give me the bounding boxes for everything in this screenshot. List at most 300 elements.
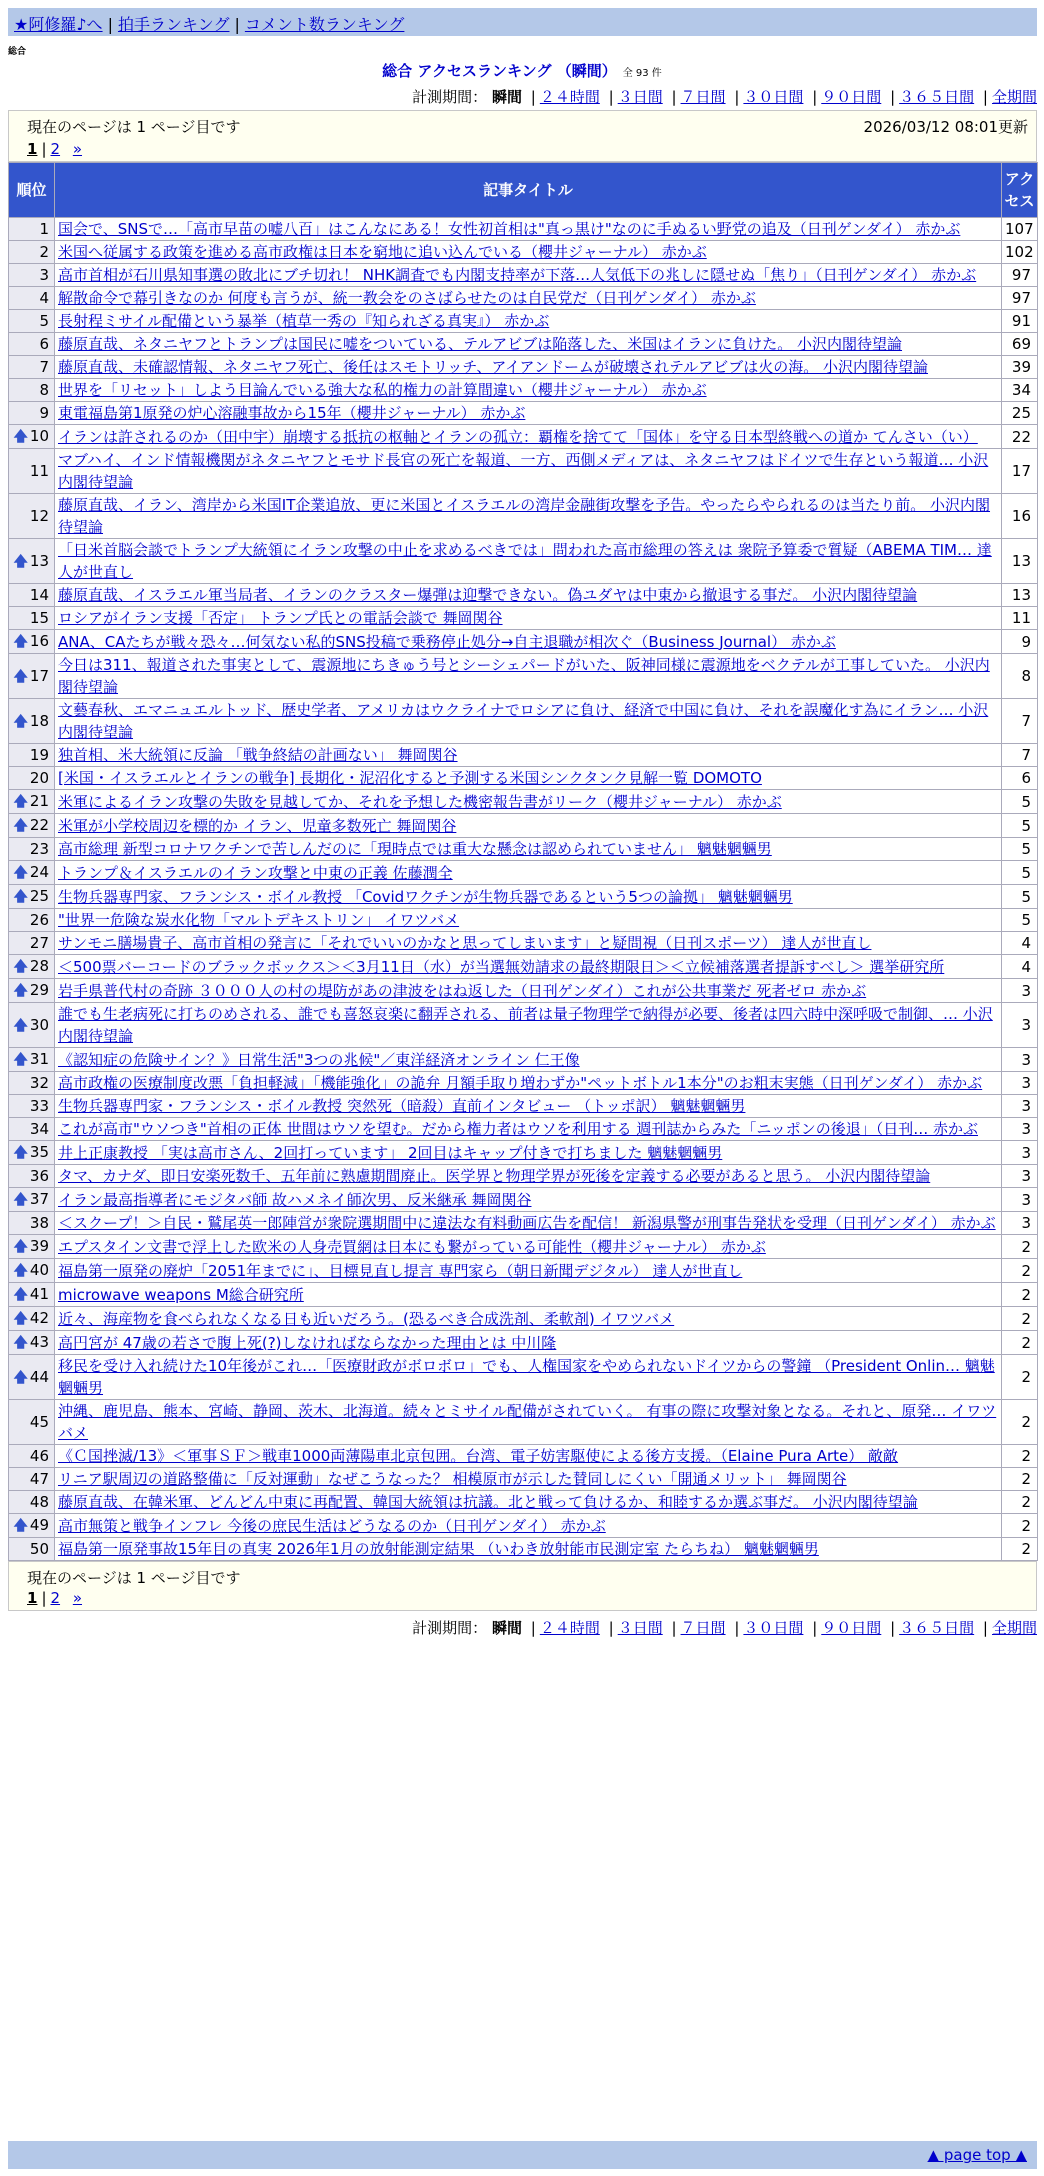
article-title-link[interactable]: 米軍が小学校周辺を標的か イラン、児童多数死亡 舞岡関谷 xyxy=(58,816,457,835)
article-title-link[interactable]: 藤原直哉、在韓米軍、どんどん中東に再配置、韓国大統領は抗議。北と戦って負けるか、和睦するか選ぶ事だ。 小沢内閣待望論 xyxy=(58,1493,918,1511)
col-access-header: アクセス xyxy=(1002,163,1038,218)
rank-number: 12 xyxy=(29,507,49,525)
rank-number: 19 xyxy=(29,746,49,764)
rank-cell xyxy=(9,790,55,814)
access-count: 22 xyxy=(1002,425,1038,449)
article-title-link[interactable]: 高市首相が石川県知事選の敗北にブチ切れ！ NHK調査でも内閣支持率が下落…人気低下の兆しに隠せぬ「焦り」（日刊ゲンダイ） 赤かぶ xyxy=(58,266,977,284)
article-title-link[interactable]: 沖縄、鹿児島、熊本、宮崎、静岡、茨木、北海道。続々とミサイル配備がされていく。 有事の際に攻撃対象となる。それと、原発… イワツバメ xyxy=(58,1402,997,1442)
title-cell xyxy=(55,494,1002,539)
rank-number: 27 xyxy=(29,934,49,952)
title-cell xyxy=(55,790,1002,814)
table-row xyxy=(9,310,1038,333)
rank-cell xyxy=(9,861,55,885)
access-count: 107 xyxy=(1002,218,1038,241)
title-cell xyxy=(55,310,1002,333)
rank-cell xyxy=(9,1212,55,1235)
rank-number: 38 xyxy=(29,1214,49,1232)
access-count: 97 xyxy=(1002,287,1038,310)
article-title-link[interactable]: 文藝春秋、エマニュエルトッド、歴史学者、アメリカはウクライナでロシアに負け、経済で中国に負け、それを誤魔化す為にイラン… 小沢内閣待望論 xyxy=(58,701,989,741)
rank-cell xyxy=(9,1491,55,1514)
rank-number: 49 xyxy=(29,1516,49,1534)
title-cell xyxy=(55,654,1002,699)
access-count: 25 xyxy=(1002,402,1038,425)
rank-number: 26 xyxy=(29,911,49,929)
period-90d[interactable]: ９０日間 xyxy=(821,88,882,106)
article-title-link[interactable]: 高円宮が 47歳の若さで腹上死(?)しなければならなかった理由とは 中川隆 xyxy=(58,1333,557,1352)
pager-page-2[interactable]: 2 xyxy=(50,1589,61,1607)
article-title-link[interactable]: ロシアがイラン支援「否定」 トランプ氏との電話会談で 舞岡関谷 xyxy=(58,609,503,627)
rank-number: 43 xyxy=(29,1333,49,1351)
access-count: 2 xyxy=(1002,1355,1038,1400)
period-24h[interactable]: ２４時間 xyxy=(539,88,600,106)
up-arrow-icon: 🡅 xyxy=(13,713,28,730)
access-count: 13 xyxy=(1002,539,1038,584)
rank-number: 50 xyxy=(29,1540,49,1558)
table-row xyxy=(9,1445,1038,1468)
period-3d[interactable]: ３日間 xyxy=(617,1619,663,1637)
table-row xyxy=(9,1491,1038,1514)
table-row xyxy=(9,1212,1038,1235)
ranking-table-body xyxy=(9,218,1038,1561)
up-arrow-icon: 🡅 xyxy=(13,1263,28,1279)
up-arrow-icon: 🡅 xyxy=(13,1311,28,1327)
table-row xyxy=(9,607,1038,630)
nav-separator: | xyxy=(234,15,240,34)
clap-ranking-link[interactable]: 拍手ランキング xyxy=(117,15,230,34)
table-row xyxy=(9,861,1038,885)
rank-number: 41 xyxy=(29,1285,49,1303)
period-7d[interactable]: ７日間 xyxy=(680,88,726,106)
table-row xyxy=(9,955,1038,979)
up-arrow-icon: 🡅 xyxy=(13,1017,28,1034)
rank-cell xyxy=(9,1141,55,1165)
title-cell xyxy=(55,333,1002,356)
title-cell xyxy=(55,1235,1002,1259)
table-row xyxy=(9,1188,1038,1212)
article-title-link[interactable]: 「日米首脳会談でトランプ大統領にイラン攻撃の中止を求めるべきでは」問われた高市総理の答えは 衆院予算委で質疑（ABEMA TIM… 達人が世直し xyxy=(58,541,992,581)
up-arrow-icon: 🡅 xyxy=(13,794,28,810)
period-90d[interactable]: ９０日間 xyxy=(821,1619,882,1637)
article-title-link[interactable]: マブハイ、インド情報機関がネタニヤフとモサド長官の死亡を報道、一方、西側メディアは、ネタニヤフはドイツで生存という報道… 小沢内閣待望論 xyxy=(58,451,989,491)
rank-cell xyxy=(9,1283,55,1307)
category-label: 総合 xyxy=(8,47,27,57)
rank-number: 6 xyxy=(39,335,49,353)
period-24h[interactable]: ２４時間 xyxy=(539,1619,600,1637)
nav-separator: | xyxy=(107,15,113,34)
table-row xyxy=(9,979,1038,1003)
title-cell xyxy=(55,356,1002,379)
access-count: 2 xyxy=(1002,1259,1038,1283)
title-cell xyxy=(55,287,1002,310)
rank-cell xyxy=(9,241,55,264)
table-row xyxy=(9,1400,1038,1445)
page-title: 総合 アクセスランキング （瞬間） xyxy=(382,62,617,80)
rank-cell xyxy=(9,1165,55,1188)
article-title-link[interactable]: サンモニ膳場貴子、高市首相の発言に「それでいいのかなと思ってしまいます」と疑問視（日刊スポーツ） 達人が世直し xyxy=(58,934,872,952)
up-arrow-icon: 🡅 xyxy=(13,668,28,685)
article-title-link[interactable]: 高市総理 新型コロナワクチンで苦しんだのに「現時点では重大な懸念は認められていません」 魑魅魍魎男 xyxy=(58,840,772,858)
article-title-link[interactable]: イラン最高指導者にモジタバ師 故ハメネイ師次男、反米継承 舞岡関谷 xyxy=(58,1190,532,1209)
rank-number: 24 xyxy=(29,863,49,881)
access-count: 5 xyxy=(1002,814,1038,838)
table-row xyxy=(9,885,1038,909)
up-arrow-icon: 🡅 xyxy=(13,983,28,999)
article-title-link[interactable]: 高市政権の医療制度改悪「負担軽減」「機能強化」の詭弁 月額手取り増わずか"ペットボトル1本分"のお粗末実態（日刊ゲンダイ） 赤かぶ xyxy=(58,1074,983,1092)
table-row xyxy=(9,790,1038,814)
access-count: 2 xyxy=(1002,1538,1038,1561)
title-cell xyxy=(55,379,1002,402)
article-title-link[interactable]: リニア駅周辺の道路整備に「反対運動」なぜこうなった？ 相模原市が示した賛同しにくい「開通メリット」 舞岡関谷 xyxy=(58,1470,847,1488)
title-cell xyxy=(55,1514,1002,1538)
access-count: 7 xyxy=(1002,744,1038,767)
table-row xyxy=(9,838,1038,861)
table-row xyxy=(9,654,1038,699)
table-row xyxy=(9,814,1038,838)
period-365d[interactable]: ３６５日間 xyxy=(899,1619,975,1637)
rank-cell xyxy=(9,1072,55,1095)
pager-current[interactable]: 1 xyxy=(27,140,38,158)
period-3d[interactable]: ３日間 xyxy=(617,88,663,106)
rank-cell xyxy=(9,425,55,449)
article-title-link[interactable]: 藤原直哉、未確認情報、ネタニヤフ死亡、後任はスモトリッチ、アイアンドームが破壊されテルアビブは火の海。 小沢内閣待望論 xyxy=(58,358,928,376)
access-count: 5 xyxy=(1002,861,1038,885)
access-count: 2 xyxy=(1002,1331,1038,1355)
article-title-link[interactable]: [米国・イスラエルとイランの戦争] 長期化・泥沼化すると予測する米国シンクタンク見解一覧 DOMOTO xyxy=(58,769,762,787)
table-row xyxy=(9,909,1038,932)
rank-number: 35 xyxy=(29,1143,49,1161)
article-title-link[interactable]: 井上正康教授 「実は高市さん、2回打っています」 2回目はキャップ付きで打ちました 魑魅魍魎男 xyxy=(58,1143,723,1162)
up-arrow-icon: 🡅 xyxy=(13,959,28,975)
rank-number: 42 xyxy=(29,1309,49,1327)
bottom-bar xyxy=(8,2141,1037,2169)
title-cell xyxy=(55,1072,1002,1095)
article-title-link[interactable]: 長射程ミサイル配備という暴挙（植草一秀の『知られざる真実』） 赤かぶ xyxy=(58,312,550,330)
rank-number: 37 xyxy=(29,1190,49,1208)
article-title-link[interactable]: 《認知症の危険サイン？》日常生活"3つの兆候"／東洋経済オンライン 仁王像 xyxy=(58,1050,580,1069)
article-title-link[interactable]: "世界一危険な炭水化物「マルトデキストリン」 イワツバメ xyxy=(58,911,460,929)
table-row xyxy=(9,356,1038,379)
article-title-link[interactable]: 今日は311、報道された事実として、震源地にちきゅう号とシーシェパードがいた、阪神同様に震源地をベクテルが工事していた。 小沢内閣待望論 xyxy=(58,656,990,696)
rank-number: 23 xyxy=(29,840,49,858)
period-7d[interactable]: ７日間 xyxy=(680,1619,726,1637)
access-count: 5 xyxy=(1002,838,1038,861)
article-title-link[interactable]: 《Ｃ国挫滅/13》＜軍事ＳＦ＞戦車1000両薄陽車北京包囲。台湾、電子妨害駆使による後方支援。（Elaine Pura Arte） 敵敵 xyxy=(58,1447,899,1465)
article-title-link[interactable]: 誰でも生老病死に打ちのめされる、誰でも喜怒哀楽に翻弄される、前者は量子物理学で納得が必要、後者は四六時中深呼吸で制御、… 小沢内閣待望論 xyxy=(58,1005,993,1045)
article-title-link[interactable]: 移民を受け入れ続けた10年後がこれ…「医療財政がボロボロ」でも、人権国家をやめられないドイツからの警鐘 （President Onlin… 魑魅魍魎男 xyxy=(58,1357,995,1397)
article-title-link[interactable]: これが高市"ウソつき"首相の正体 世間はウソを望む。だから権力者はウソを利用する 週刊誌からみた「ニッポンの後退」（日刊… 赤かぶ xyxy=(58,1120,979,1138)
table-row xyxy=(9,1331,1038,1355)
rank-number: 7 xyxy=(39,358,49,376)
title-cell xyxy=(55,1307,1002,1331)
title-cell xyxy=(55,1355,1002,1400)
status-panel-top xyxy=(8,110,1037,162)
table-row xyxy=(9,1259,1038,1283)
period-selector: 計測期間： 瞬間 | ２４時間 | ３日間 | ７日間 | ３０日間 | ９０日間 | ３６５日間 | 全期間 xyxy=(412,88,1037,106)
access-count: 97 xyxy=(1002,264,1038,287)
period-label: 計測期間： xyxy=(412,1619,488,1637)
table-row xyxy=(9,630,1038,654)
rank-number: 18 xyxy=(29,711,49,730)
article-title-link[interactable]: 米国へ従属する政策を進める高市政権は日本を窮地に追い込んでいる（櫻井ジャーナル） 赤かぶ xyxy=(58,243,707,261)
article-title-link[interactable]: 藤原直哉、イスラエル軍当局者、イランのクラスター爆弾は迎撃できない。偽ユダヤは中東から撤退する事だ。 小沢内閣待望論 xyxy=(58,586,918,604)
access-count: 6 xyxy=(1002,767,1038,790)
title-cell xyxy=(55,1445,1002,1468)
rank-cell xyxy=(9,287,55,310)
table-header-row xyxy=(9,163,1038,218)
current-page-text: 現在のページは 1 ページ目です xyxy=(27,118,241,136)
access-count: 3 xyxy=(1002,1048,1038,1072)
rank-number: 28 xyxy=(29,957,49,975)
rank-number: 17 xyxy=(29,666,49,685)
comment-ranking-link[interactable]: コメント数ランキング xyxy=(244,15,405,34)
title-cell xyxy=(55,1165,1002,1188)
article-title-link[interactable]: 国会で、SNSで…「高市早苗の嘘八百」はこんなにある！女性初首相は"真っ黒け"なのに手ぬるい野党の追及（日刊ゲンダイ） 赤かぶ xyxy=(58,220,961,238)
home-link[interactable]: ★阿修羅♪へ xyxy=(14,15,103,34)
access-count: 3 xyxy=(1002,1072,1038,1095)
rank-cell xyxy=(9,1259,55,1283)
rank-cell xyxy=(9,654,55,699)
up-arrow-icon: 🡅 xyxy=(13,865,28,881)
access-count: 5 xyxy=(1002,790,1038,814)
rank-cell xyxy=(9,767,55,790)
article-title-link[interactable]: 生物兵器専門家、フランシス・ボイル教授 「Covidワクチンが生物兵器であるという5つの論拠」 魑魅魍魎男 xyxy=(58,887,793,906)
article-title-link[interactable]: ANA、CAたちが戦々恐々…何気ない私的SNS投稿で乗務停止処分→自主退職が相次ぐ（Business Journal） 赤かぶ xyxy=(58,632,836,651)
page-top-link[interactable]: ▲ page top ▲ xyxy=(927,2146,1027,2164)
access-count: 34 xyxy=(1002,379,1038,402)
rank-number: 9 xyxy=(39,404,49,422)
access-count: 39 xyxy=(1002,356,1038,379)
rank-number: 30 xyxy=(29,1015,49,1034)
rank-number: 16 xyxy=(29,632,49,650)
period-all[interactable]: 全期間 xyxy=(991,88,1037,106)
title-cell xyxy=(55,1468,1002,1491)
status-panel-bottom xyxy=(8,1561,1037,1611)
title-cell xyxy=(55,539,1002,584)
pager-current[interactable]: 1 xyxy=(27,1589,38,1607)
rank-cell xyxy=(9,1445,55,1468)
title-cell xyxy=(55,1331,1002,1355)
table-row xyxy=(9,402,1038,425)
rank-cell xyxy=(9,1331,55,1355)
access-count: 3 xyxy=(1002,1141,1038,1165)
table-row xyxy=(9,425,1038,449)
table-row xyxy=(9,1283,1038,1307)
article-title-link[interactable]: ＜スクープ！＞自民・鷲尾英一郎陣営が衆院選期間中に違法な有料動画広告を配信！ 新潟県警が刑事告発状を受理（日刊ゲンダイ） 赤かぶ xyxy=(58,1214,996,1232)
period-label: 計測期間： xyxy=(412,88,488,106)
article-title-link[interactable]: ＜500票バーコードのブラックボックス＞＜3月11日（水）が当選無効請求の最終期限日＞＜立候補落選者提訴すべし＞ 選挙研究所 xyxy=(58,957,945,976)
current-page-text: 現在のページは 1 ページ目です xyxy=(27,1569,241,1587)
rank-number: 20 xyxy=(29,769,49,787)
up-arrow-icon: 🡅 xyxy=(13,1192,28,1208)
title-cell xyxy=(55,767,1002,790)
title-cell xyxy=(55,630,1002,654)
table-row xyxy=(9,379,1038,402)
title-cell xyxy=(55,1118,1002,1141)
article-title-link[interactable]: 岩手県普代村の奇跡 ３０００人の村の堤防があの津波をはね返した（日刊ゲンダイ）これが公共事業だ 死者ゼロ 赤かぶ xyxy=(58,981,867,1000)
rank-number: 5 xyxy=(39,312,49,330)
rank-cell xyxy=(9,744,55,767)
article-title-link[interactable]: 福島第一原発事故15年目の真実 2026年1月の放射能測定結果 （いわき放射能市民測定室 たらちね） 魑魅魍魎男 xyxy=(58,1540,819,1558)
access-count: 7 xyxy=(1002,699,1038,744)
article-title-link[interactable]: イランは許されるのか（田中宇）崩壊する抵抗の枢軸とイランの孤立：覇権を捨てて「国体」を守る日本型終戦への道か てんさい（い） xyxy=(58,427,978,446)
access-count: 3 xyxy=(1002,1095,1038,1118)
rank-cell xyxy=(9,979,55,1003)
article-title-link[interactable]: 高市無策と戦争インフレ 今後の庶民生活はどうなるのか（日刊ゲンダイ） 赤かぶ xyxy=(58,1516,606,1535)
article-title-link[interactable]: 米軍によるイラン攻撃の失敗を見越してか、それを予想した機密報告書がリーク（櫻井ジャーナル） 赤かぶ xyxy=(58,792,782,811)
rank-cell xyxy=(9,379,55,402)
article-title-link[interactable]: microwave weapons M総合研究所 xyxy=(58,1285,304,1304)
rank-cell xyxy=(9,494,55,539)
title-cell xyxy=(55,218,1002,241)
up-arrow-icon: 🡅 xyxy=(13,818,28,834)
period-all[interactable]: 全期間 xyxy=(991,1619,1037,1637)
table-row xyxy=(9,539,1038,584)
rank-cell xyxy=(9,909,55,932)
period-365d[interactable]: ３６５日間 xyxy=(899,88,975,106)
top-nav-bar xyxy=(8,8,1037,36)
title-cell xyxy=(55,1141,1002,1165)
rank-number: 33 xyxy=(29,1097,49,1115)
title-cell xyxy=(55,1188,1002,1212)
access-count: 4 xyxy=(1002,955,1038,979)
rank-cell xyxy=(9,1468,55,1491)
title-cell xyxy=(55,402,1002,425)
period-current: 瞬間 xyxy=(491,88,522,106)
table-row xyxy=(9,1307,1038,1331)
rank-number: 39 xyxy=(29,1237,49,1255)
table-row xyxy=(9,1468,1038,1491)
access-count: 2 xyxy=(1002,1514,1038,1538)
rank-cell xyxy=(9,356,55,379)
period-30d[interactable]: ３０日間 xyxy=(743,88,804,106)
access-count: 2 xyxy=(1002,1491,1038,1514)
rank-number: 48 xyxy=(29,1493,49,1511)
access-count: 3 xyxy=(1002,1165,1038,1188)
rank-number: 21 xyxy=(29,792,49,810)
title-cell xyxy=(55,932,1002,955)
rank-number: 45 xyxy=(29,1413,49,1431)
table-row xyxy=(9,1048,1038,1072)
article-title-link[interactable]: 藤原直哉、イラン、湾岸から米国IT企業追放、更に米国とイスラエルの湾岸金融街攻撃を予告。やったらやられるのは当たり前。 小沢内閣待望論 xyxy=(58,496,991,536)
title-cell xyxy=(55,1048,1002,1072)
rank-cell xyxy=(9,814,55,838)
access-count: 3 xyxy=(1002,1188,1038,1212)
page-heading xyxy=(0,60,1044,81)
title-cell xyxy=(55,584,1002,607)
up-arrow-icon: 🡅 xyxy=(13,1369,28,1386)
rank-cell xyxy=(9,1355,55,1400)
title-cell xyxy=(55,1003,1002,1048)
article-title-link[interactable]: 近々、海産物を食べられなくなる日も近いだろう。(恐るべき合成洗剤、柔軟剤) イワツバメ xyxy=(58,1309,675,1328)
rank-number: 4 xyxy=(39,289,49,307)
title-cell xyxy=(55,1538,1002,1561)
rank-cell xyxy=(9,584,55,607)
updated-timestamp: 2026/03/12 08:01更新 xyxy=(863,118,1028,136)
up-arrow-icon: 🡅 xyxy=(13,889,28,905)
rank-number: 44 xyxy=(29,1367,49,1386)
table-row xyxy=(9,1538,1038,1561)
rank-cell xyxy=(9,1538,55,1561)
rank-cell xyxy=(9,1235,55,1259)
rank-cell xyxy=(9,1514,55,1538)
rank-cell xyxy=(9,838,55,861)
article-title-link[interactable]: 東電福島第1原発の炉心溶融事故から15年（櫻井ジャーナル） 赤かぶ xyxy=(58,404,526,422)
article-title-link[interactable]: タマ、カナダ、即日安楽死数千、五年前に熟慮期間廃止。医学界と物理学界が死後を定義する必要があると思う。 小沢内閣待望論 xyxy=(58,1167,931,1185)
title-cell xyxy=(55,1283,1002,1307)
title-cell xyxy=(55,1095,1002,1118)
access-count: 8 xyxy=(1002,654,1038,699)
pager: 1 | 2 » xyxy=(27,1589,83,1607)
rank-cell xyxy=(9,310,55,333)
rank-number: 29 xyxy=(29,981,49,999)
rank-number: 11 xyxy=(29,462,49,480)
table-row xyxy=(9,1118,1038,1141)
up-arrow-icon: 🡅 xyxy=(13,1052,28,1068)
title-cell xyxy=(55,979,1002,1003)
table-row xyxy=(9,1141,1038,1165)
article-title-link[interactable]: 独首相、米大統領に反論 「戦争終結の計画ない」 舞岡関谷 xyxy=(58,746,458,764)
rank-cell xyxy=(9,885,55,909)
article-title-link[interactable]: 藤原直哉、ネタニヤフとトランプは国民に嘘をついている、テルアビブは陥落した、米国はイランに負けた。 小沢内閣待望論 xyxy=(58,335,903,353)
rank-cell xyxy=(9,1188,55,1212)
access-count: 5 xyxy=(1002,885,1038,909)
table-row xyxy=(9,333,1038,356)
pager: 1 | 2 » xyxy=(27,140,83,158)
article-title-link[interactable]: 生物兵器専門家・フランシス・ボイル教授 突然死（暗殺）直前インタビュー （トッポ訳） 魑魅魍魎男 xyxy=(58,1097,746,1115)
table-row xyxy=(9,744,1038,767)
article-title-link[interactable]: 世界を「リセット」しよう目論んでいる強大な私的権力の計算間違い（櫻井ジャーナル） 赤かぶ xyxy=(58,381,707,399)
rank-number: 13 xyxy=(29,551,49,570)
article-title-link[interactable]: トランプ＆イスラエルのイラン攻撃と中東の正義 佐藤潤全 xyxy=(58,863,453,882)
title-cell xyxy=(55,1400,1002,1445)
pager-page-2[interactable]: 2 xyxy=(50,140,61,158)
table-row xyxy=(9,1165,1038,1188)
total-count: 全 93 件 xyxy=(622,68,662,79)
col-title-header: 記事タイトル xyxy=(55,163,1002,218)
col-rank-header: 順位 xyxy=(9,163,55,218)
period-selector-bottom: 計測期間： 瞬間 | ２４時間 | ３日間 | ７日間 | ３０日間 | ９０日間 | ３６５日間 | 全期間 xyxy=(412,1619,1037,1637)
rank-cell xyxy=(9,1400,55,1445)
rank-number: 31 xyxy=(29,1050,49,1068)
access-count: 2 xyxy=(1002,1283,1038,1307)
access-count: 2 xyxy=(1002,1307,1038,1331)
title-cell xyxy=(55,909,1002,932)
up-arrow-icon: 🡅 xyxy=(13,1145,28,1161)
article-title-link[interactable]: 福島第一原発の廃炉「2051年までに」、目標見直し提言 専門家ら（朝日新聞デジタル） 達人が世直し xyxy=(58,1261,743,1280)
rank-number: 3 xyxy=(39,266,49,284)
period-30d[interactable]: ３０日間 xyxy=(743,1619,804,1637)
article-title-link[interactable]: 解散命令で幕引きなのか 何度も言うが、統一教会をのさばらせたのは自民党だ（日刊ゲンダイ） 赤かぶ xyxy=(58,289,756,307)
article-title-link[interactable]: エプスタイン文書で浮上した欧米の人身売買網は日本にも繋がっている可能性（櫻井ジャーナル） 赤かぶ xyxy=(58,1237,766,1256)
table-row xyxy=(9,1072,1038,1095)
access-count: 4 xyxy=(1002,932,1038,955)
period-current: 瞬間 xyxy=(491,1619,522,1637)
access-count: 3 xyxy=(1002,1003,1038,1048)
rank-number: 34 xyxy=(29,1120,49,1138)
access-count: 3 xyxy=(1002,1212,1038,1235)
pager-next[interactable]: » xyxy=(72,140,83,158)
rank-cell xyxy=(9,607,55,630)
pager-next[interactable]: » xyxy=(72,1589,83,1607)
access-count: 91 xyxy=(1002,310,1038,333)
ranking-table xyxy=(8,162,1038,1561)
table-row xyxy=(9,218,1038,241)
rank-cell xyxy=(9,539,55,584)
rank-cell xyxy=(9,218,55,241)
table-row xyxy=(9,287,1038,310)
access-count: 3 xyxy=(1002,1118,1038,1141)
table-row xyxy=(9,1003,1038,1048)
